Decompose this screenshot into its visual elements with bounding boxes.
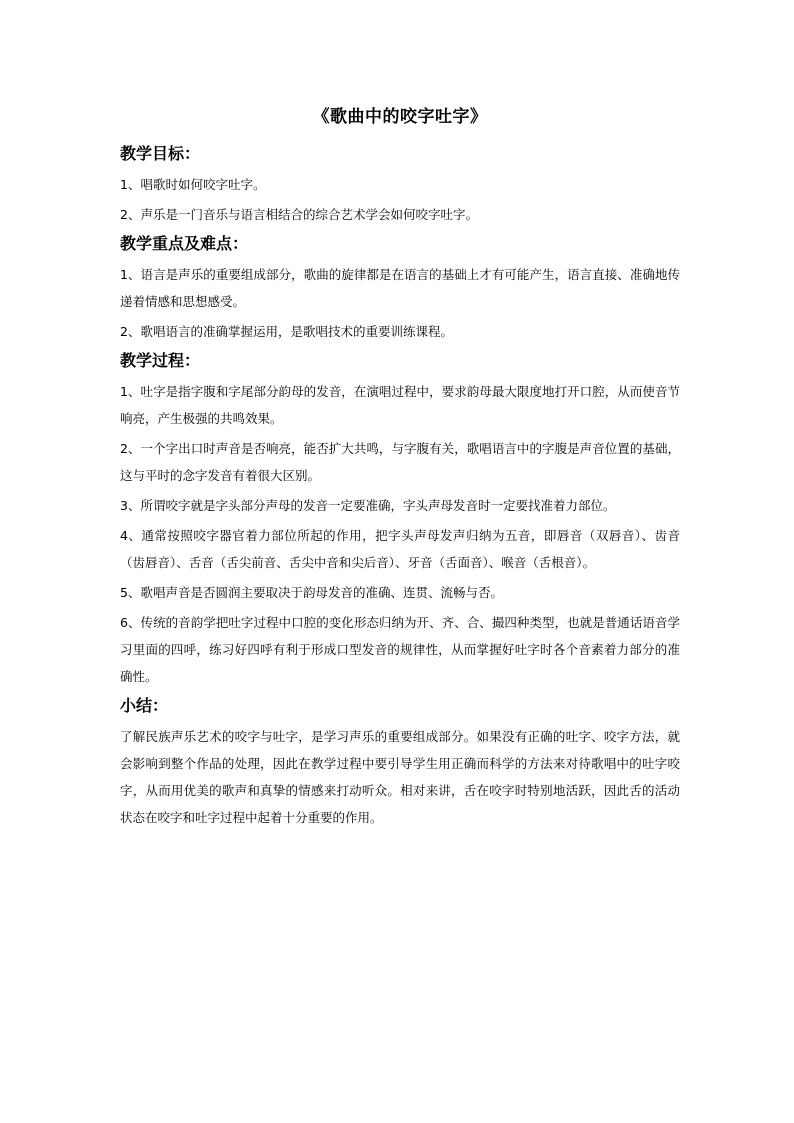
section-heading: 小结： xyxy=(120,696,169,715)
section-heading: 教学目标： xyxy=(120,144,201,163)
process-item-3: 3、所谓咬字就是字头部分声母的发音一定要准确，字头声母发音时一定要找准着力部位。 xyxy=(120,498,616,513)
section-teaching-process xyxy=(120,348,680,690)
document-page xyxy=(120,104,680,834)
process-item-2: 2、一个字出口时声音是否响亮，能否扩大共鸣，与字腹有关，歌唱语言中的字腹是声音位置的基础，这与平时的念字发音有着很大区别。 xyxy=(120,441,680,483)
section-heading: 教学重点及难点： xyxy=(120,234,249,253)
process-item-4: 4、通常按照咬字器官着力部位所起的作用，把字头声母发声归纳为五音，即唇音（双唇音）、齿音（齿唇音）、舌音（舌尖前音、舌尖中音和尖后音）、牙音（舌面音）、喉音（舌根音）。 xyxy=(120,528,680,570)
document-title: 《歌曲中的咬字吐字》 xyxy=(312,107,488,127)
key-point-item-2: 2、歌唱语言的准确掌握运用，是歌唱技术的重要训练课程。 xyxy=(120,324,453,339)
key-point-item-1: 1、语言是声乐的重要组成部分，歌曲的旋律都是在语言的基础上才有可能产生，语言直接、准确地传递着情感和思想感受。 xyxy=(120,267,680,309)
objective-item-2: 2、声乐是一门音乐与语言相结合的综合艺术学会如何咬字吐字。 xyxy=(120,207,478,222)
section-heading: 教学过程： xyxy=(120,351,201,370)
process-item-6: 6、传统的音韵学把吐字过程中口腔的变化形态归纳为开、齐、合、撮四种类型，也就是普通话语音学习里面的四呼，练习好四呼有利于形成口型发音的规律性，从而掌握好吐字时各个音素着力部分的准确性。 xyxy=(120,615,680,684)
objective-item-1: 1、唱歌时如何咬字吐字。 xyxy=(120,177,266,192)
section-teaching-objectives xyxy=(120,141,680,228)
section-key-points-difficulties xyxy=(120,231,680,345)
section-summary xyxy=(120,693,680,831)
process-item-5: 5、歌唱声音是否圆润主要取决于韵母发音的准确、连贯、流畅与否。 xyxy=(120,585,503,600)
process-item-1: 1、吐字是指字腹和字尾部分韵母的发音，在演唱过程中，要求韵母最大限度地打开口腔，从而使音节响亮，产生极强的共鸣效果。 xyxy=(120,384,680,426)
summary-paragraph: 了解民族声乐艺术的咬字与吐字，是学习声乐的重要组成部分。如果没有正确的吐字、咬字方法，就会影响到整个作品的处理，因此在教学过程中要引导学生用正确而科学的方法来对待歌唱中的吐字咬字，从而用优美的歌声和真挚的情感来打动听众。相对来讲，舌在咬字时特别地活跃，因此舌的活动状态在咬字和吐字过程中起着十分重要的作用。 xyxy=(120,729,680,825)
